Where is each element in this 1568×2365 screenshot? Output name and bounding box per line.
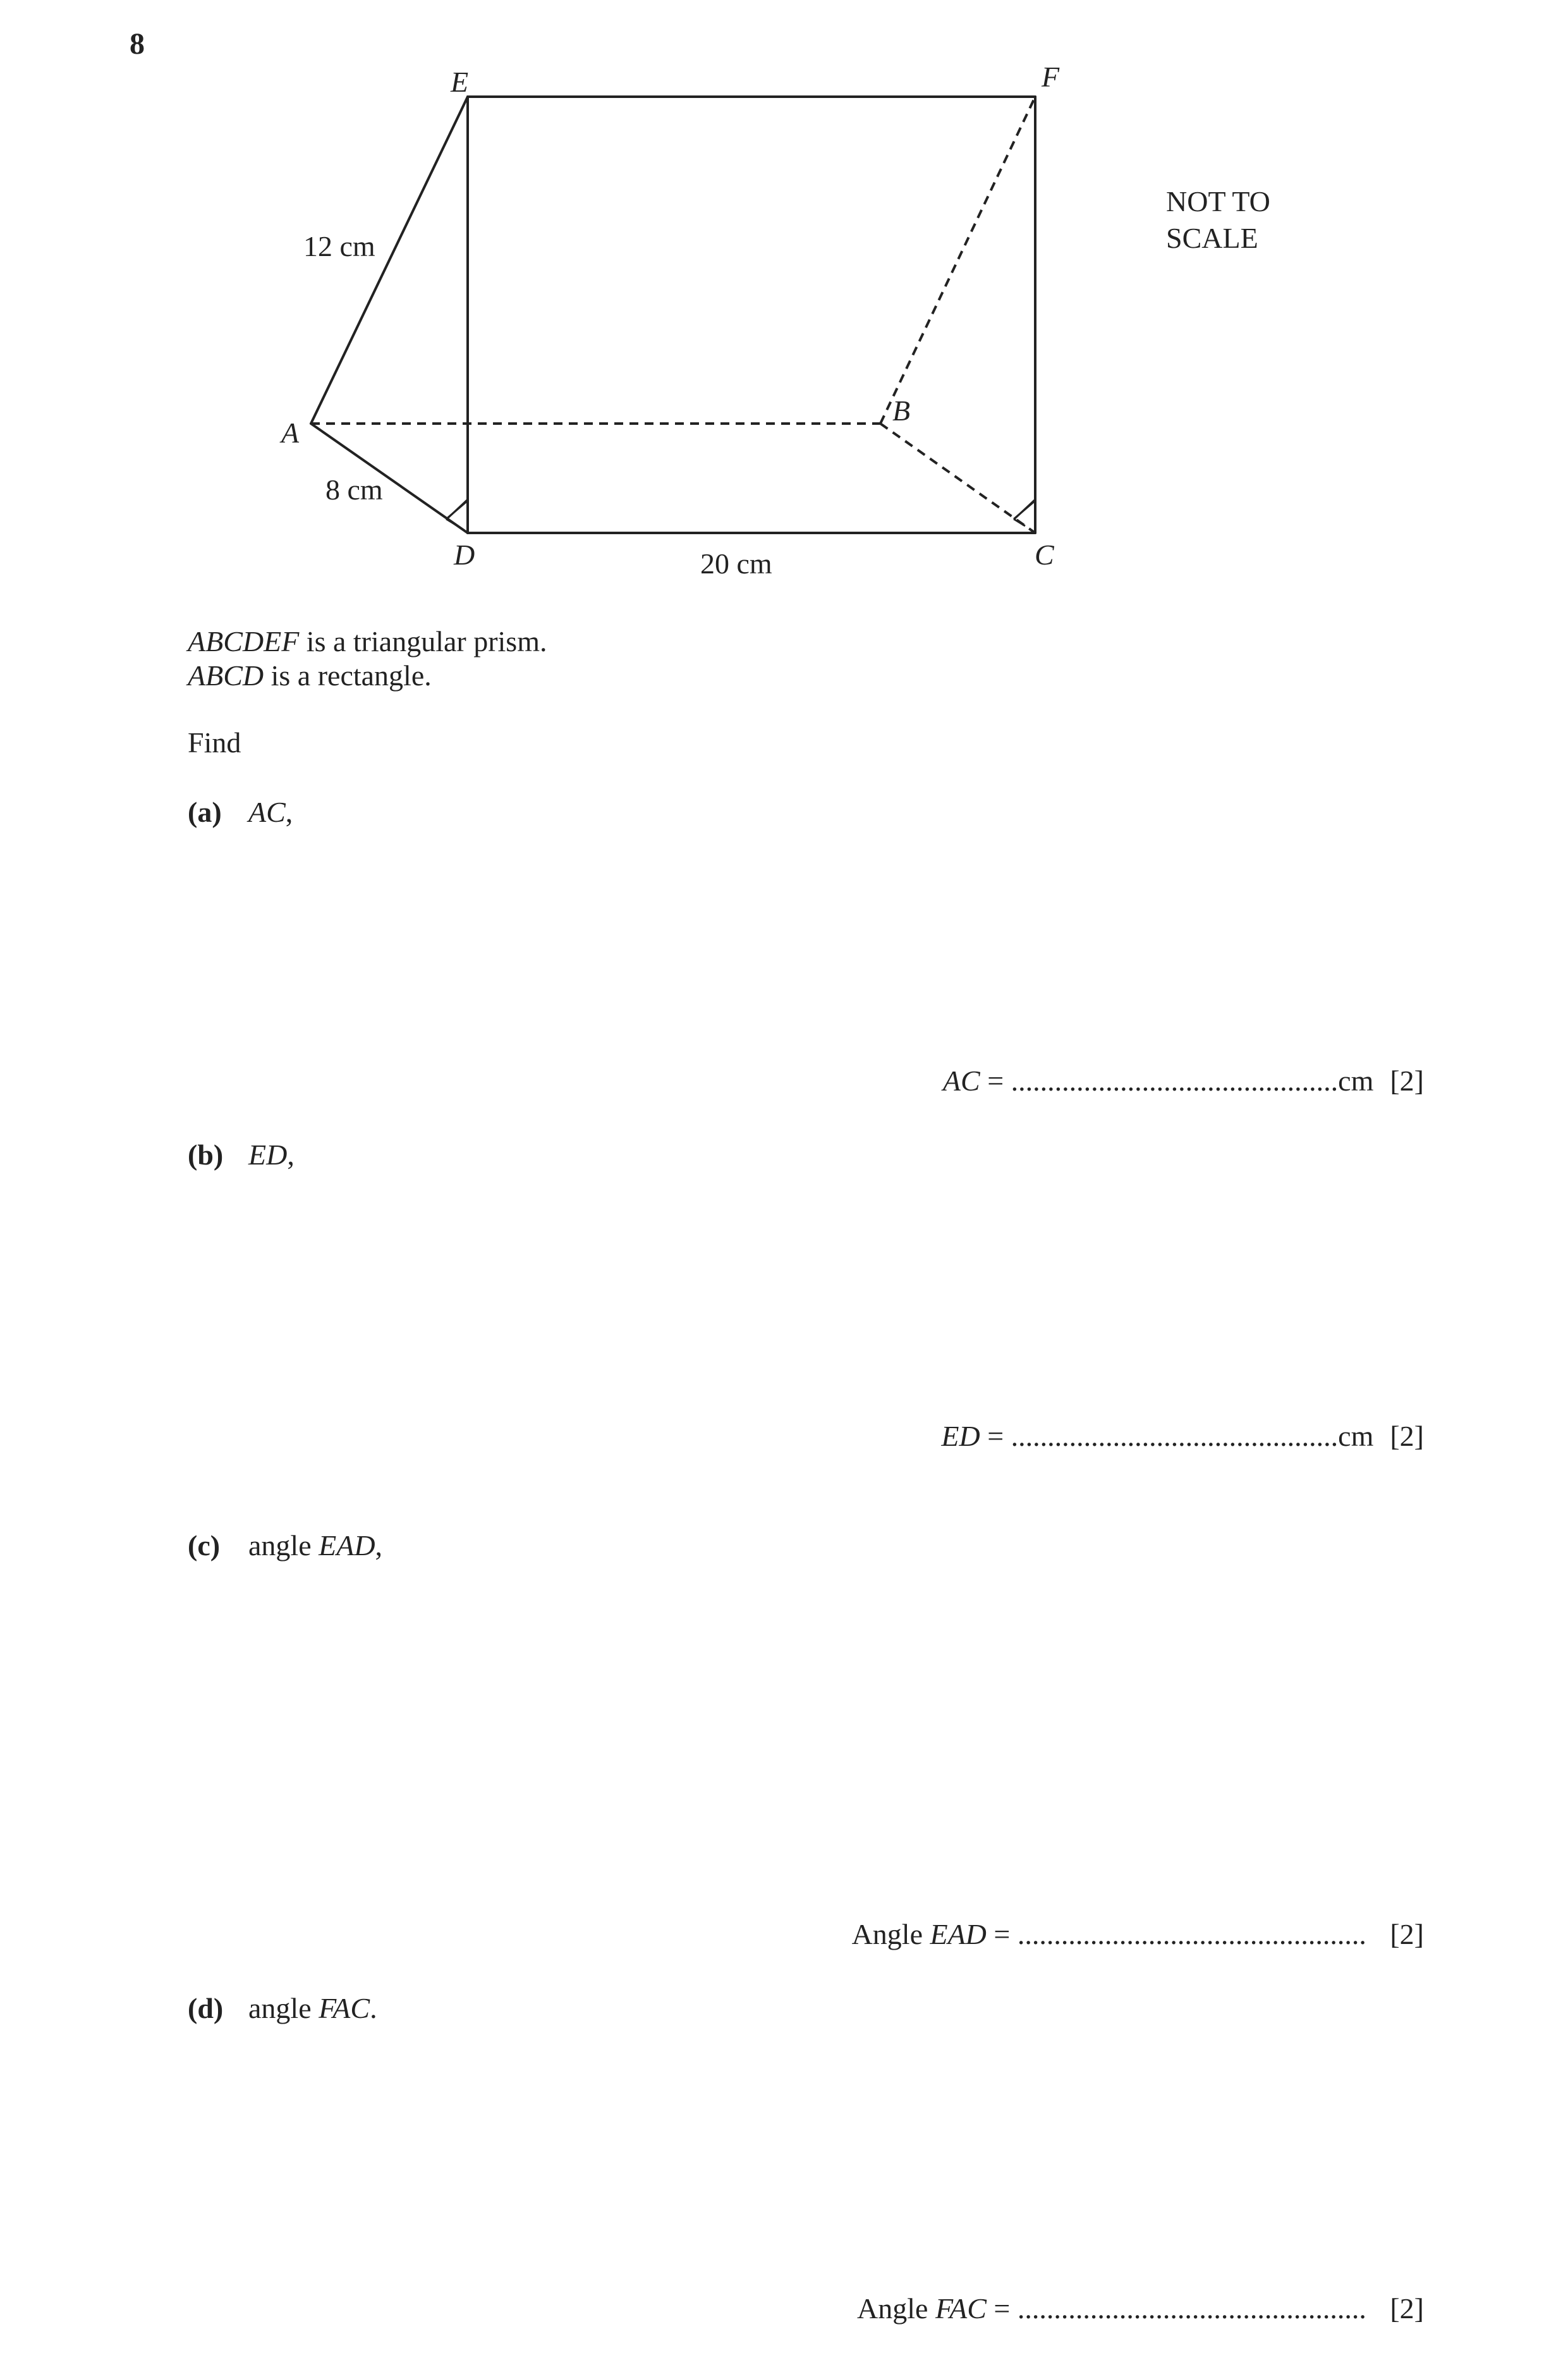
- part-d-answer-line[interactable]: Angle FAC = ................................................ [2]: [857, 2292, 1424, 2325]
- dimension-DC: 20 cm: [700, 547, 772, 580]
- edge-BF: [880, 97, 1035, 424]
- dimension-AD: 8 cm: [325, 474, 383, 506]
- part-b-answer-line[interactable]: ED = .............................................cm [2]: [941, 1420, 1424, 1452]
- part-c-marks: [2]: [1390, 1918, 1424, 1950]
- question-number: 8: [130, 27, 145, 61]
- part-b-target: ED: [248, 1139, 288, 1171]
- part-a-answer-line[interactable]: AC = .............................................cm [2]: [942, 1065, 1424, 1097]
- part-b-label: (b): [188, 1139, 224, 1171]
- edge-BC: [880, 424, 1035, 533]
- prism-name: ABCDEF: [188, 625, 300, 657]
- part-c-label: (c): [188, 1529, 221, 1561]
- part-c-question: (c) angle EAD,: [188, 1529, 383, 1561]
- rectangle-name: ABCD: [188, 659, 264, 692]
- intro-line-2: [188, 659, 547, 693]
- right-angle-mark-D: [446, 501, 468, 526]
- vertex-label-F: F: [1042, 61, 1060, 93]
- answer-blank[interactable]: .............................................: [1011, 1420, 1339, 1452]
- not-to-scale-line1: NOT TO: [1166, 185, 1270, 217]
- part-c-target: EAD: [319, 1529, 375, 1561]
- answer-unit: cm: [1338, 1420, 1374, 1452]
- question-intro: [188, 625, 547, 693]
- rectangle-description: is a rectangle.: [264, 659, 432, 692]
- vertex-label-A: A: [281, 417, 300, 449]
- intro-line-1: [188, 625, 547, 659]
- part-a-target: AC: [248, 796, 286, 828]
- part-b-marks: [2]: [1390, 1420, 1424, 1452]
- part-a-question: (a) AC,: [188, 796, 293, 828]
- dimension-AE: 12 cm: [303, 230, 375, 262]
- part-c-answer-line[interactable]: Angle EAD = ................................................ [2]: [851, 1918, 1424, 1950]
- not-to-scale-line2: SCALE: [1166, 222, 1258, 254]
- prism-description: is a triangular prism.: [299, 625, 547, 657]
- vertex-label-E: E: [451, 66, 469, 98]
- answer-unit: cm: [1338, 1065, 1374, 1097]
- part-a-marks: [2]: [1390, 1065, 1424, 1097]
- part-d-target: FAC: [319, 1992, 370, 2024]
- answer-blank[interactable]: ................................................: [1017, 2292, 1374, 2325]
- answer-blank[interactable]: .............................................: [1011, 1065, 1339, 1097]
- vertex-label-D: D: [454, 539, 475, 571]
- part-d-marks: [2]: [1390, 2292, 1424, 2325]
- part-d-question: (d) angle FAC.: [188, 1992, 377, 2024]
- part-b-question: (b) ED,: [188, 1139, 295, 1171]
- prism-diagram: [0, 0, 1568, 607]
- not-to-scale-note: [1166, 183, 1270, 257]
- find-instruction: Find: [188, 726, 241, 759]
- answer-blank[interactable]: ................................................: [1017, 1918, 1374, 1950]
- part-d-label: (d): [188, 1992, 224, 2024]
- vertex-label-C: C: [1035, 539, 1054, 571]
- part-a-label: (a): [188, 796, 222, 828]
- vertex-label-B: B: [892, 394, 911, 427]
- right-angle-mark-C: [1014, 501, 1035, 526]
